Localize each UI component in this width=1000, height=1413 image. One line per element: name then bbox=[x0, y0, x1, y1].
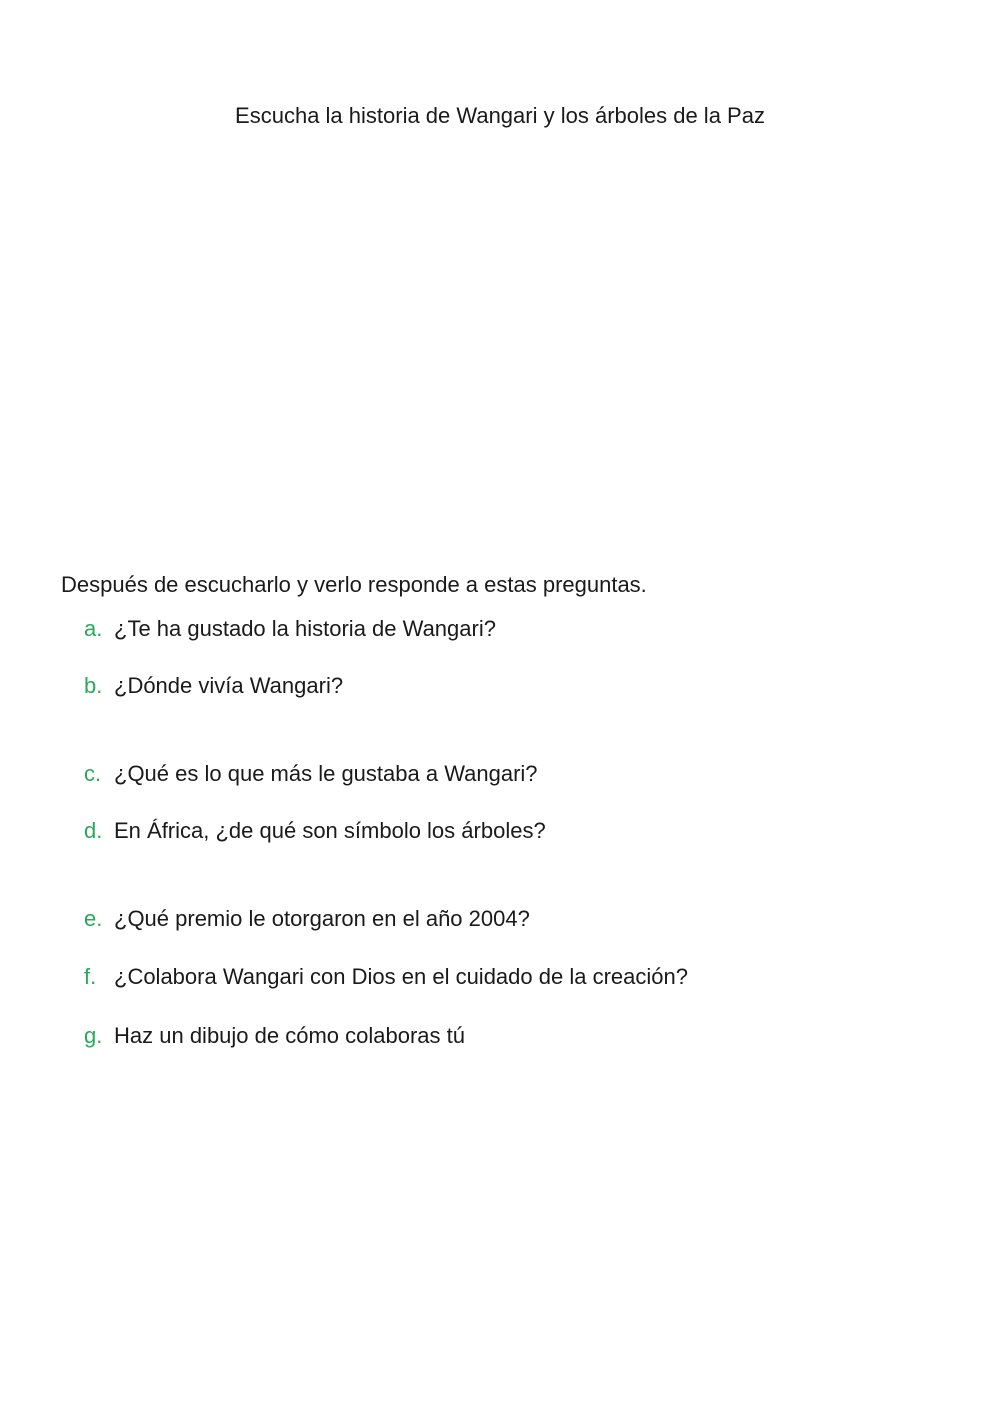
question-text: Haz un dibujo de cómo colaboras tú bbox=[114, 1023, 465, 1048]
question-item-d bbox=[84, 817, 546, 845]
question-item-f bbox=[84, 963, 688, 991]
question-letter: c. bbox=[84, 761, 102, 786]
instructions-text: Después de escucharlo y verlo responde a estas preguntas. bbox=[61, 572, 647, 597]
question-letter: a. bbox=[84, 616, 103, 641]
question-letter: g. bbox=[84, 1023, 103, 1048]
question-text: ¿Colabora Wangari con Dios en el cuidado de la creación? bbox=[114, 964, 688, 989]
question-letter: b. bbox=[84, 673, 103, 698]
question-item-c bbox=[84, 760, 538, 788]
question-text: ¿Dónde vivía Wangari? bbox=[114, 673, 344, 698]
question-item-a bbox=[84, 615, 496, 643]
question-text: ¿Qué es lo que más le gustaba a Wangari? bbox=[114, 761, 538, 786]
question-letter: d. bbox=[84, 818, 103, 843]
question-letter: f. bbox=[84, 964, 97, 989]
question-text: ¿Qué premio le otorgaron en el año 2004? bbox=[114, 906, 530, 931]
question-text: En África, ¿de qué son símbolo los árboles? bbox=[114, 818, 546, 843]
question-item-e bbox=[84, 905, 530, 933]
question-text: ¿Te ha gustado la historia de Wangari? bbox=[114, 616, 496, 641]
page-title: Escucha la historia de Wangari y los árboles de la Paz bbox=[235, 103, 765, 128]
question-item-b bbox=[84, 672, 343, 700]
question-letter: e. bbox=[84, 906, 103, 931]
question-item-g bbox=[84, 1022, 465, 1050]
